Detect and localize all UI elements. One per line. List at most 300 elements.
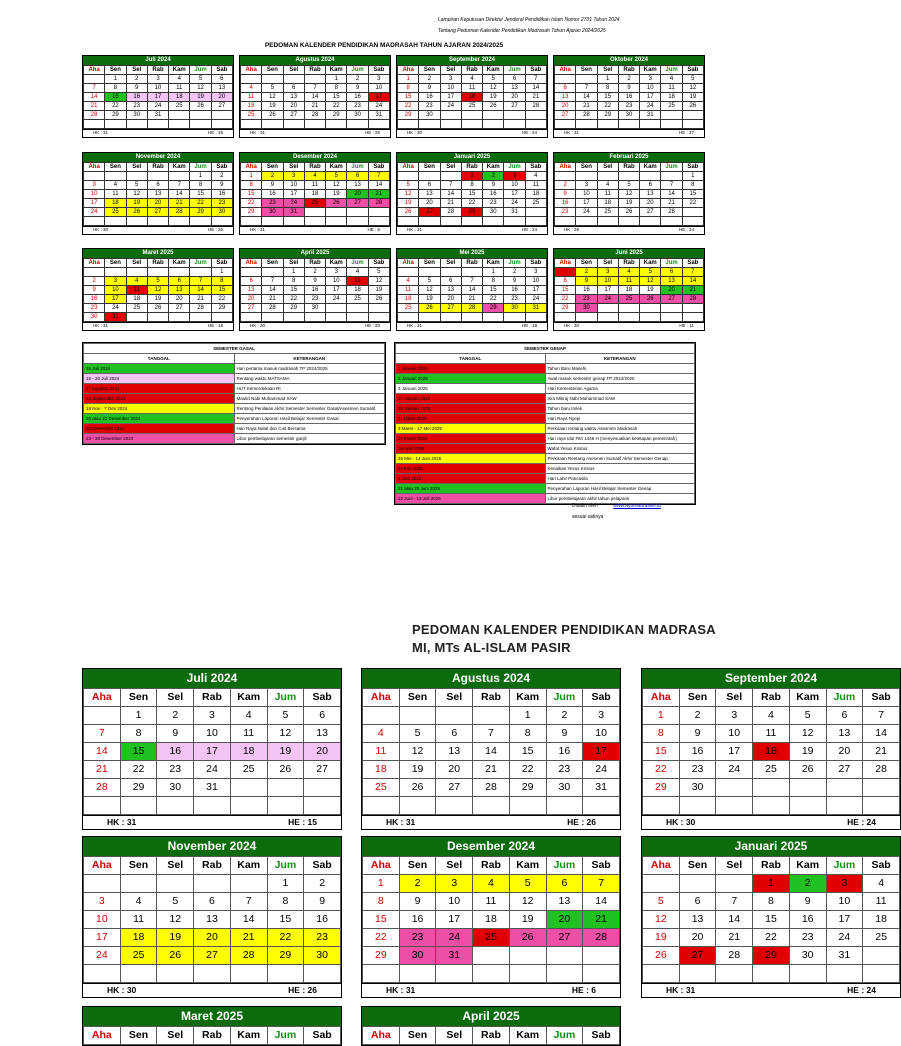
day-cell: 14 (230, 911, 267, 929)
weekday-header: Aha (555, 66, 576, 75)
day-cell: 31 (436, 947, 473, 965)
he-count: HE : 20 (364, 323, 380, 328)
day-cell (120, 797, 157, 815)
day-cell (583, 797, 620, 815)
weekday-header: Sen (120, 857, 157, 875)
weekday-header: Sab (211, 259, 232, 268)
day-cell: 4 (347, 268, 368, 277)
weekday-header: Sel (716, 689, 753, 707)
weekday-header: Sen (399, 857, 436, 875)
day-cell: 12 (326, 181, 347, 190)
day-cell: 30 (483, 208, 504, 217)
day-cell (419, 120, 440, 129)
semester-row (84, 374, 385, 384)
day-cell: 27 (826, 761, 863, 779)
day-cell: 7 (583, 875, 620, 893)
day-cell: 2 (419, 75, 440, 84)
semester-row (396, 494, 695, 504)
weekday-header: Rab (147, 66, 168, 75)
day-cell (555, 120, 576, 129)
day-cell (576, 172, 597, 181)
month-summary (554, 129, 704, 137)
day-cell (347, 208, 368, 217)
day-cell: 5 (368, 268, 389, 277)
weekday-header: Sen (679, 857, 716, 875)
day-cell: 31 (826, 947, 863, 965)
day-cell: 21 (583, 911, 620, 929)
day-cell (169, 313, 190, 322)
day-cell: 3 (147, 75, 168, 84)
day-cell: 18 (398, 295, 419, 304)
day-cell: 20 (347, 190, 368, 199)
day-cell (363, 707, 400, 725)
event-description: HUT Kemerdekaan RI (234, 384, 385, 394)
weekday-header: Kam (640, 66, 661, 75)
day-cell: 17 (84, 199, 105, 208)
event-description: Penyerahan Laporan Hasil Belajar Semester Genap (545, 484, 695, 494)
weekday-header: Rab (194, 689, 231, 707)
day-cell: 17 (440, 93, 461, 102)
day-cell: 12 (682, 84, 703, 93)
day-cell: 28 (661, 208, 682, 217)
day-cell: 3 (84, 181, 105, 190)
month-calendar (641, 836, 901, 998)
weekday-header: Jum (190, 163, 211, 172)
day-cell: 30 (304, 947, 341, 965)
day-cell: 20 (436, 761, 473, 779)
day-cell: 30 (304, 304, 325, 313)
day-cell: 23 (304, 295, 325, 304)
weekday-header: Kam (640, 259, 661, 268)
day-cell: 26 (190, 102, 211, 111)
semester-row (396, 424, 695, 434)
event-date: 3 Maret - 17 Mei 2025 (396, 424, 546, 434)
day-cell: 9 (546, 725, 583, 743)
day-cell (509, 965, 546, 983)
month-title: Januari 2025 (397, 153, 547, 162)
day-cell: 4 (169, 75, 190, 84)
month-calendar (82, 1006, 342, 1046)
day-cell (483, 111, 504, 120)
weekday-header: Jum (190, 66, 211, 75)
day-cell: 8 (120, 725, 157, 743)
day-cell: 28 (440, 208, 461, 217)
day-cell: 3 (576, 181, 597, 190)
day-cell: 9 (504, 277, 525, 286)
day-cell: 6 (419, 181, 440, 190)
day-cell: 11 (126, 286, 147, 295)
day-cell: 25 (525, 199, 546, 208)
day-cell: 19 (789, 743, 826, 761)
day-cell: 2 (304, 268, 325, 277)
day-cell (863, 779, 900, 797)
day-cell: 27 (640, 208, 661, 217)
day-cell: 14 (169, 190, 190, 199)
weekday-header: Sab (583, 689, 620, 707)
day-cell: 19 (147, 295, 168, 304)
day-cell: 22 (643, 761, 680, 779)
day-cell: 6 (241, 277, 262, 286)
day-cell: 13 (661, 277, 682, 286)
day-cell (368, 304, 389, 313)
event-description: Hari pertama masuk madrasah TP 2024/2025 (234, 364, 385, 374)
day-cell: 20 (546, 911, 583, 929)
weekday-header: Aha (363, 1027, 400, 1045)
genap-col-desc: KETERANGAN (545, 354, 695, 364)
day-cell: 20 (194, 929, 231, 947)
day-cell: 14 (262, 286, 283, 295)
day-cell: 4 (461, 75, 482, 84)
day-cell: 5 (643, 893, 680, 911)
day-cell (576, 120, 597, 129)
day-cell: 14 (84, 93, 105, 102)
day-cell (84, 875, 121, 893)
weekday-header: Jum (267, 857, 304, 875)
he-count: HE : 18 (207, 323, 223, 328)
day-cell (157, 797, 194, 815)
day-cell: 15 (597, 93, 618, 102)
gasal-col-date: TANGGAL (84, 354, 235, 364)
month-calendar (361, 1006, 621, 1046)
day-cell (583, 947, 620, 965)
event-date: 11 Maret 2025 (396, 414, 546, 424)
day-cell: 1 (363, 875, 400, 893)
day-cell: 19 (509, 911, 546, 929)
day-cell: 18 (169, 93, 190, 102)
day-cell: 17 (326, 286, 347, 295)
day-cell: 4 (304, 172, 325, 181)
day-cell: 25 (169, 102, 190, 111)
month-summary (83, 322, 233, 330)
weekday-header: Sel (126, 66, 147, 75)
weekday-header: Sab (525, 163, 546, 172)
day-cell: 14 (682, 277, 703, 286)
day-cell: 13 (826, 725, 863, 743)
day-cell: 21 (262, 295, 283, 304)
day-cell (826, 965, 863, 983)
weekday-header: Kam (483, 259, 504, 268)
event-date: 15 Juli 2024 (84, 364, 235, 374)
day-cell: 20 (283, 102, 304, 111)
day-cell (304, 797, 341, 815)
day-cell: 7 (262, 277, 283, 286)
day-cell: 16 (679, 743, 716, 761)
day-cell: 24 (826, 929, 863, 947)
event-date: 29 Januari 2025 (396, 404, 546, 414)
month-title: November 2024 (83, 153, 233, 162)
weekday-header: Rab (753, 689, 790, 707)
day-cell: 30 (679, 779, 716, 797)
he-count: HE : 6 (367, 227, 380, 232)
day-cell: 27 (147, 208, 168, 217)
day-cell: 19 (682, 93, 703, 102)
day-cell: 15 (509, 743, 546, 761)
day-cell: 6 (147, 181, 168, 190)
zoom-title-1: PEDOMAN KALENDER PENDIDIKAN MADRASA (412, 622, 716, 637)
month-title: April 2025 (362, 1007, 620, 1026)
day-cell: 21 (190, 295, 211, 304)
day-cell: 29 (509, 779, 546, 797)
day-cell: 24 (368, 102, 389, 111)
day-cell (716, 797, 753, 815)
day-cell: 15 (398, 93, 419, 102)
day-cell: 13 (211, 84, 232, 93)
day-cell (789, 779, 826, 797)
day-cell: 1 (682, 172, 703, 181)
day-cell: 22 (461, 199, 482, 208)
day-cell (84, 965, 121, 983)
semester-row (396, 474, 695, 484)
day-cell: 8 (509, 725, 546, 743)
event-date: 25 Desember 2024 (84, 424, 235, 434)
day-cell: 1 (283, 268, 304, 277)
weekday-header: Kam (169, 163, 190, 172)
weekday-header: Jum (504, 163, 525, 172)
day-cell: 25 (120, 947, 157, 965)
day-cell: 23 (211, 199, 232, 208)
weekday-header: Sab (682, 259, 703, 268)
day-cell: 13 (640, 190, 661, 199)
event-date: 26 Mei - 14 Juni 2025 (396, 454, 546, 464)
day-cell: 17 (436, 911, 473, 929)
month-calendar (396, 248, 548, 331)
day-cell: 14 (473, 743, 510, 761)
day-cell (597, 172, 618, 181)
day-cell: 15 (326, 93, 347, 102)
month-title: Juli 2024 (83, 56, 233, 65)
month-calendar (239, 55, 391, 138)
weekday-header: Aha (84, 66, 105, 75)
event-description: Hari Raya Nyepi (545, 414, 695, 424)
day-cell (436, 707, 473, 725)
day-cell (363, 797, 400, 815)
day-cell: 11 (473, 893, 510, 911)
day-cell: 7 (368, 172, 389, 181)
day-cell: 3 (283, 172, 304, 181)
day-cell: 24 (504, 199, 525, 208)
day-cell: 2 (618, 75, 639, 84)
day-cell: 27 (283, 111, 304, 120)
day-cell: 15 (241, 190, 262, 199)
day-cell: 25 (304, 199, 325, 208)
signature-label: Disalin oleh (572, 503, 598, 509)
day-cell: 11 (661, 84, 682, 93)
day-cell: 4 (398, 277, 419, 286)
day-cell: 21 (473, 761, 510, 779)
weekday-header: Jum (267, 689, 304, 707)
day-cell: 20 (504, 93, 525, 102)
day-cell: 10 (84, 190, 105, 199)
month-summary (642, 983, 900, 997)
day-cell: 26 (398, 208, 419, 217)
day-cell: 9 (399, 893, 436, 911)
day-cell (483, 120, 504, 129)
day-cell (419, 268, 440, 277)
day-cell: 22 (120, 761, 157, 779)
day-cell (304, 120, 325, 129)
day-cell (643, 797, 680, 815)
weekday-header: Sen (576, 259, 597, 268)
day-cell (753, 797, 790, 815)
day-cell: 31 (583, 779, 620, 797)
day-cell: 7 (169, 181, 190, 190)
day-cell: 17 (525, 286, 546, 295)
weekday-header: Sab (583, 857, 620, 875)
day-cell: 25 (398, 304, 419, 313)
day-cell: 7 (473, 725, 510, 743)
day-cell: 4 (661, 75, 682, 84)
he-count: HE : 26 (207, 227, 223, 232)
hk-count: HK : 31 (564, 130, 580, 135)
day-cell: 9 (304, 893, 341, 911)
day-cell (525, 208, 546, 217)
day-cell: 8 (753, 893, 790, 911)
day-cell: 24 (147, 102, 168, 111)
day-cell: 11 (525, 181, 546, 190)
day-cell (436, 965, 473, 983)
day-cell: 11 (120, 911, 157, 929)
day-cell: 11 (618, 277, 639, 286)
day-cell: 11 (753, 725, 790, 743)
weekday-header: Sel (436, 857, 473, 875)
weekday-header: Sen (120, 689, 157, 707)
day-cell: 11 (230, 725, 267, 743)
weekday-header: Sab (863, 857, 900, 875)
day-cell: 13 (241, 286, 262, 295)
weekday-header: Rab (304, 66, 325, 75)
day-cell (461, 217, 482, 226)
day-cell: 2 (483, 172, 504, 181)
day-cell (84, 707, 121, 725)
day-cell: 15 (753, 911, 790, 929)
signature-link[interactable]: www.ayomadrasah.id (613, 503, 661, 509)
day-cell (583, 965, 620, 983)
day-cell: 6 (211, 75, 232, 84)
day-cell: 30 (576, 304, 597, 313)
day-cell: 6 (440, 277, 461, 286)
event-date: 27 Januari 2025 (396, 394, 546, 404)
day-cell: 30 (126, 111, 147, 120)
day-cell: 11 (597, 190, 618, 199)
day-cell: 27 (304, 761, 341, 779)
month-summary (83, 226, 233, 234)
day-cell (169, 120, 190, 129)
day-cell: 24 (84, 208, 105, 217)
day-cell (618, 172, 639, 181)
event-description: Hari Raya Natal dan Cuti Bersama (234, 424, 385, 434)
weekday-header: Aha (241, 163, 262, 172)
he-count: HE : 26 (288, 985, 317, 995)
he-count: HE : 26 (364, 130, 380, 135)
day-cell: 3 (326, 268, 347, 277)
month-summary (240, 129, 390, 137)
day-cell: 29 (283, 304, 304, 313)
he-count: HE : 24 (678, 227, 694, 232)
day-cell (682, 120, 703, 129)
day-cell: 21 (576, 102, 597, 111)
day-cell: 8 (682, 181, 703, 190)
day-cell: 26 (326, 199, 347, 208)
day-cell: 30 (618, 111, 639, 120)
day-cell: 9 (483, 181, 504, 190)
day-cell (230, 779, 267, 797)
day-cell: 20 (661, 286, 682, 295)
day-cell (84, 120, 105, 129)
day-cell: 18 (126, 295, 147, 304)
day-cell: 20 (419, 199, 440, 208)
day-cell: 21 (368, 190, 389, 199)
day-cell: 28 (304, 111, 325, 120)
day-cell (363, 965, 400, 983)
day-cell: 1 (190, 172, 211, 181)
day-cell: 29 (597, 111, 618, 120)
day-cell: 31 (194, 779, 231, 797)
day-cell: 10 (576, 190, 597, 199)
day-cell: 10 (326, 277, 347, 286)
day-cell: 5 (262, 84, 283, 93)
month-calendar (641, 668, 901, 830)
month-calendar (553, 152, 705, 235)
day-cell (194, 965, 231, 983)
day-cell: 22 (283, 295, 304, 304)
he-count: HE : 24 (847, 985, 876, 995)
month-title: Januari 2025 (642, 837, 900, 856)
day-cell: 17 (640, 93, 661, 102)
day-cell: 26 (262, 111, 283, 120)
day-cell: 18 (753, 743, 790, 761)
semester-gasal-title: SEMESTER GASAL (84, 344, 385, 354)
day-cell (262, 75, 283, 84)
day-cell (120, 875, 157, 893)
day-cell (84, 217, 105, 226)
day-cell: 14 (304, 93, 325, 102)
day-cell: 29 (190, 208, 211, 217)
day-cell (147, 172, 168, 181)
weekday-header: Aha (643, 857, 680, 875)
event-date: 17 Agustus 2024 (84, 384, 235, 394)
day-cell: 2 (262, 172, 283, 181)
day-cell: 5 (398, 181, 419, 190)
day-cell (326, 313, 347, 322)
day-cell: 19 (398, 199, 419, 208)
day-cell: 30 (211, 208, 232, 217)
day-cell (347, 313, 368, 322)
day-cell (304, 208, 325, 217)
day-cell: 13 (169, 286, 190, 295)
day-cell: 18 (241, 102, 262, 111)
day-cell (789, 797, 826, 815)
day-cell: 11 (304, 181, 325, 190)
weekday-header: Kam (789, 689, 826, 707)
weekday-header: Jum (190, 259, 211, 268)
day-cell: 17 (147, 93, 168, 102)
day-cell: 2 (211, 172, 232, 181)
day-cell: 23 (679, 761, 716, 779)
day-cell: 21 (682, 286, 703, 295)
day-cell (440, 268, 461, 277)
day-cell: 9 (347, 84, 368, 93)
weekday-header: Sab (583, 1027, 620, 1045)
weekday-header: Kam (509, 689, 546, 707)
day-cell: 4 (105, 181, 126, 190)
day-cell: 2 (504, 268, 525, 277)
day-cell: 12 (267, 725, 304, 743)
day-cell: 24 (583, 761, 620, 779)
hk-count: HK : 30 (93, 227, 109, 232)
day-cell: 19 (326, 190, 347, 199)
day-cell (473, 965, 510, 983)
day-cell: 20 (304, 743, 341, 761)
